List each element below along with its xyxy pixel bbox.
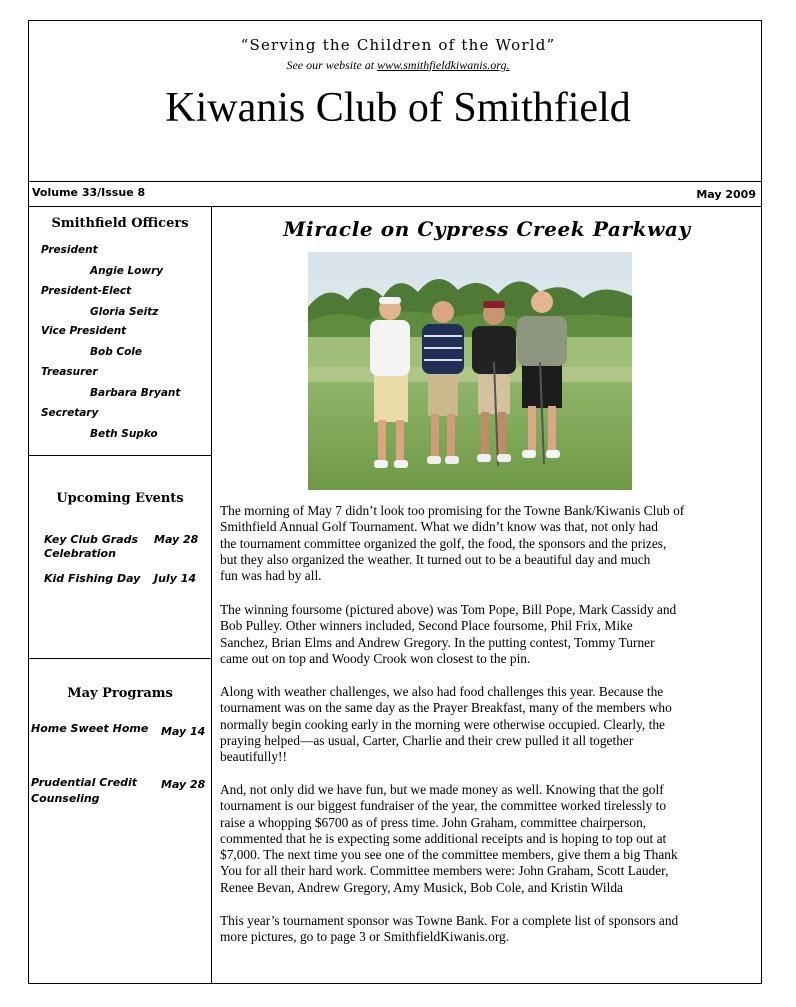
article-paragraph — [220, 782, 760, 896]
text-line: The morning of May 7 didn’t look too promising for the Towne Bank/Kiwanis Club of — [220, 503, 685, 518]
officer-role: Secretary — [41, 407, 99, 419]
text-line: Smithfield Annual Golf Tournament. What we didn’t know was that, not only had — [220, 519, 658, 535]
program-date: May 28 — [161, 778, 206, 791]
officer-role: President — [41, 244, 98, 256]
text-line: And, not only did we have fun, but we made money as well. Knowing that the golf — [220, 782, 664, 797]
text-line: $7,000. The next time you see one of the committee members, give them a big Thank — [220, 847, 678, 863]
text-line: but they also organized the weather. It turned out to be a beautiful day and much — [220, 551, 651, 567]
issue-date: May 2009 — [696, 188, 756, 201]
event-date: May 28 — [154, 533, 199, 546]
sidebar-section-divider — [28, 658, 212, 659]
officer-name: Bob Cole — [90, 346, 143, 358]
text-line: Along with weather challenges, we also had food challenges this year. Because the — [220, 684, 664, 699]
officer-name: Angie Lowry — [90, 265, 164, 277]
text-line: Bob Pulley. Other winners included, Second Place foursome, Phil Frix, Mike — [220, 618, 633, 634]
text-line: fun was had by all. — [220, 568, 322, 584]
event-date: July 14 — [154, 572, 197, 585]
officer-role: President-Elect — [41, 285, 132, 297]
text-line: This year’s tournament sponsor was Towne Bank. For a complete list of sponsors and — [220, 913, 679, 928]
sidebar-section-divider — [28, 455, 212, 456]
article-paragraph — [220, 684, 760, 765]
sidebar-divider — [211, 206, 212, 984]
officer-name: Gloria Seitz — [90, 306, 159, 318]
text-line: Sanchez, Brian Elms and Andrew Gregory. In the putting contest, Tommy Turner — [220, 634, 655, 650]
text-line: The winning foursome (pictured above) was Tom Pope, Bill Pope, Mark Cassidy and — [220, 602, 677, 617]
officer-name: Barbara Bryant — [90, 387, 181, 399]
masthead-divider — [28, 181, 762, 182]
text-line: raise a whopping $6700 as of press time. John Graham, committee chairperson, — [220, 814, 647, 830]
club-motto: “Serving the Children of the World” — [240, 36, 556, 54]
program-date: May 14 — [161, 725, 206, 738]
golf-foursome-photo — [308, 252, 632, 490]
website-line — [0, 58, 796, 73]
article-title: Miracle on Cypress Creek Parkway — [283, 217, 691, 241]
program-name: Prudential Credit — [31, 776, 138, 789]
program-name: Home Sweet Home — [31, 722, 149, 735]
article-paragraph — [220, 503, 760, 584]
club-title: Kiwanis Club of Smithfield — [165, 85, 631, 131]
volume-bar-divider — [28, 206, 762, 207]
text-line: tournament was on the same day as the Prayer Breakfast, many of the members who — [220, 700, 672, 716]
website-link[interactable]: www.smithfieldkiwanis.org. — [377, 58, 510, 72]
volume-issue: Volume 33/Issue 8 — [32, 186, 146, 199]
event-name: Key Club Grads — [44, 533, 139, 546]
officer-role: Treasurer — [41, 366, 98, 378]
event-name-cont: Celebration — [44, 547, 116, 560]
text-line: the tournament committee organized the golf, the food, the sponsors and the prizes, — [220, 535, 667, 551]
programs-heading: May Programs — [67, 686, 173, 701]
text-line: beautifully!! — [220, 749, 287, 765]
officer-role: Vice President — [41, 325, 127, 337]
text-line: more pictures, go to page 3 or SmithfieldKiwanis.org. — [220, 929, 510, 945]
text-line: praying helped—as usual, Carter, Charlie and their crew pulled it all together — [220, 732, 634, 748]
program-name-cont: Counseling — [31, 792, 100, 805]
officer-name: Beth Supko — [90, 428, 158, 440]
website-prefix: See our website at — [286, 58, 378, 72]
article-paragraph — [220, 913, 760, 946]
text-line: Renee Bevan, Andrew Gregory, Amy Musick, Bob Cole, and Kristin Wilda — [220, 879, 623, 895]
article-paragraph — [220, 602, 760, 667]
events-heading: Upcoming Events — [56, 491, 184, 506]
text-line: commented that he is expecting some additional receipts and is hoping to top out at — [220, 830, 667, 846]
officers-heading: Smithfield Officers — [51, 216, 189, 231]
text-line: came out on top and Woody Crook won closest to the pin. — [220, 650, 531, 666]
text-line: normally begin cooking early in the morning were otherwise occupied. Clearly, the — [220, 716, 665, 732]
text-line: You for all their hard work. Committee members were: John Graham, Scott Lauder, — [220, 863, 669, 879]
event-name: Kid Fishing Day — [44, 572, 141, 585]
text-line: tournament is our biggest fundraiser of the year, the committee worked tirelessly to — [220, 798, 667, 814]
